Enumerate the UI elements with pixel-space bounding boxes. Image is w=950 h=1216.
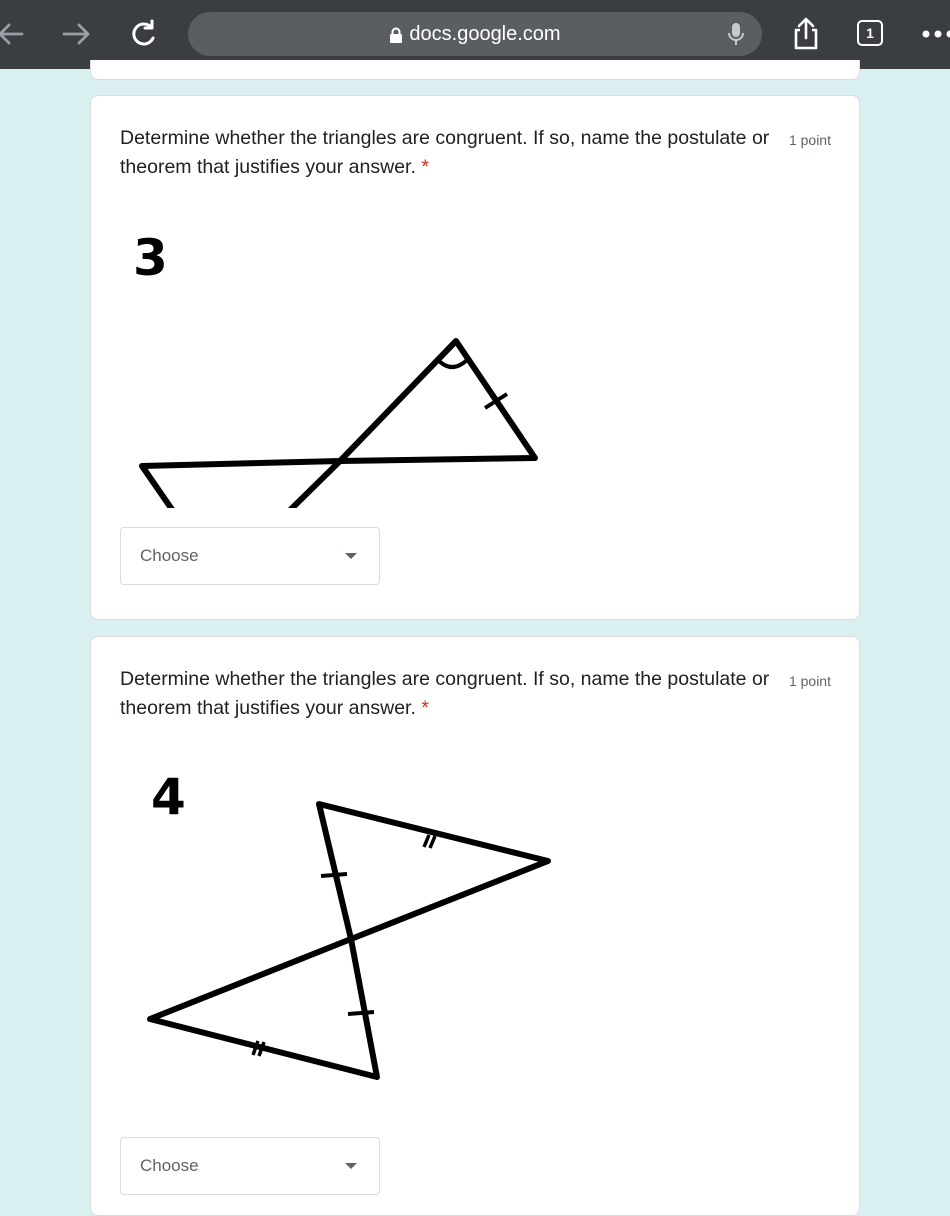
question-title: Determine whether the triangles are congruent. If so, name the postulate or theorem that justifies your answer. * bbox=[120, 124, 770, 182]
answer-dropdown[interactable] bbox=[120, 527, 380, 585]
figure-number: 3 bbox=[133, 229, 168, 287]
dropdown-caret-icon bbox=[345, 1163, 357, 1169]
question-figure bbox=[121, 761, 581, 1091]
address-bar[interactable] bbox=[188, 12, 762, 56]
required-asterisk: * bbox=[421, 156, 429, 178]
required-asterisk: * bbox=[421, 697, 429, 719]
question-title: Determine whether the triangles are congruent. If so, name the postulate or theorem that justifies your answer. * bbox=[120, 665, 770, 723]
figure-number: 4 bbox=[151, 768, 186, 826]
points-label: 1 point bbox=[789, 132, 831, 148]
url-text: docs.google.com bbox=[409, 23, 560, 46]
question-card bbox=[90, 636, 860, 1216]
browser-toolbar bbox=[0, 0, 950, 69]
dropdown-value: Choose bbox=[140, 528, 199, 584]
question-figure bbox=[121, 208, 561, 508]
dropdown-value: Choose bbox=[140, 1138, 199, 1194]
lock-icon bbox=[389, 26, 403, 42]
previous-question-card bbox=[90, 60, 860, 80]
tabs-icon[interactable]: 1 bbox=[857, 20, 883, 46]
question-card bbox=[90, 95, 860, 620]
reload-icon[interactable] bbox=[123, 14, 163, 54]
microphone-icon[interactable] bbox=[722, 20, 750, 48]
back-arrow-icon[interactable] bbox=[0, 14, 32, 54]
forward-arrow-icon[interactable] bbox=[56, 14, 96, 54]
points-label: 1 point bbox=[789, 673, 831, 689]
answer-dropdown[interactable] bbox=[120, 1137, 380, 1195]
share-icon[interactable] bbox=[786, 14, 826, 54]
more-icon[interactable] bbox=[918, 14, 950, 54]
dropdown-caret-icon bbox=[345, 553, 357, 559]
